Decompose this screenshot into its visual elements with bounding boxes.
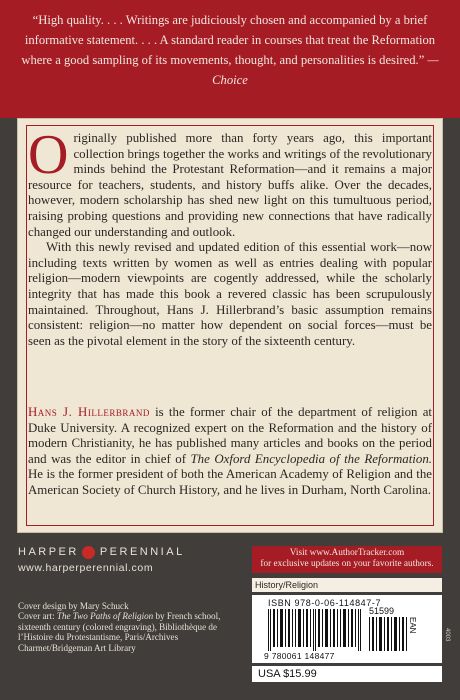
author-bio-work: The Oxford Encyclopedia of the Reformation. bbox=[190, 451, 432, 466]
description-panel bbox=[17, 118, 443, 533]
review-quote-text: “High quality. . . . Writings are judiciously chosen and accompanied by a brief informative statement. . . . A standard reader in courses that treat the Reformation where a good sampling of its movements, thought, and personalities is desired.” bbox=[21, 13, 436, 67]
price-barcode-icon bbox=[369, 617, 409, 651]
side-code: 4003 bbox=[444, 628, 450, 642]
price-label: USA $15.99 bbox=[252, 666, 442, 682]
isbn-barcode-icon bbox=[268, 609, 364, 651]
publisher-logo-right: PERENNIAL bbox=[99, 546, 185, 558]
subject-category: History/Religion bbox=[252, 578, 442, 592]
cover-design-credit: Cover design by Mary Schuck bbox=[18, 601, 129, 611]
book-description bbox=[28, 124, 432, 349]
review-quote-band bbox=[0, 0, 460, 118]
author-tracker-box bbox=[252, 546, 442, 573]
publisher-logo bbox=[18, 544, 185, 560]
cover-art-title: The Two Paths of Religion bbox=[56, 611, 154, 622]
isbn-text: ISBN 978-0-06-114847-7 bbox=[268, 598, 382, 608]
author-name: Hans J. Hillerbrand bbox=[28, 405, 150, 419]
publisher-logo-dot-icon bbox=[82, 546, 95, 559]
description-paragraph-1: riginally published more than forty years ago, this important collection brings together the works and writings of the revolutionary minds behind the Protestant Reformation—and it remains a major resource for teachers, students, and history buffs alike. Over the decades, however, modern scholarship has shed new light on this tumultuous period, raising probing questions and providing new connections that have radically changed our understanding and outlook. bbox=[28, 131, 432, 239]
barcode-box bbox=[252, 595, 442, 663]
review-quote-source: —Choice bbox=[212, 53, 439, 87]
publisher-url: www.harperperennial.com bbox=[18, 562, 154, 574]
author-bio-text-2: He is the former president of both the American Academy of Religion and the American Society of Church History, and he lives in Durham, North Carolina. bbox=[28, 467, 432, 497]
author-bio bbox=[28, 405, 432, 499]
author-bio-text-1: is the former chair of the department of religion at Duke University. A recognized expert on the Reformation and the history of modern Christianity, he has published many articles and books on the period and was the editor in chief of bbox=[28, 405, 432, 466]
barcode-digits: 9 780061 148477 bbox=[264, 651, 335, 661]
price-code: 51599 bbox=[369, 606, 395, 616]
ean-label: EAN bbox=[408, 617, 417, 634]
description-paragraph-2: With this newly revised and updated edition of this essential work—now including texts written by women as well as entries dealing with popular religion—modern viewpoints are cogently addressed, while the scholarly integrity that has made this book a revered classic has been scrupulously maintained. Throughout, Hans J. Hillerbrand’s basic assumption remains consistent: religion—no matter how dependent on social forces—must be seen as the pivotal element in the story of the sixteenth century. bbox=[28, 240, 432, 348]
author-tracker-line-1: Visit www.AuthorTracker.com bbox=[289, 548, 405, 558]
publisher-logo-left: HARPER bbox=[18, 546, 79, 558]
cover-credits bbox=[18, 601, 228, 653]
cover-art-credit: Cover art: The Two Paths of Religion by French school, sixteenth century (colored engraving), Bibliothèque de l’Histoire du Protestantisme, Paris/Archives Charmet/Bridgeman Art Library bbox=[18, 611, 221, 653]
drop-cap: O bbox=[28, 124, 69, 186]
author-tracker-line-2: for exclusive updates on your favorite authors. bbox=[260, 559, 434, 569]
